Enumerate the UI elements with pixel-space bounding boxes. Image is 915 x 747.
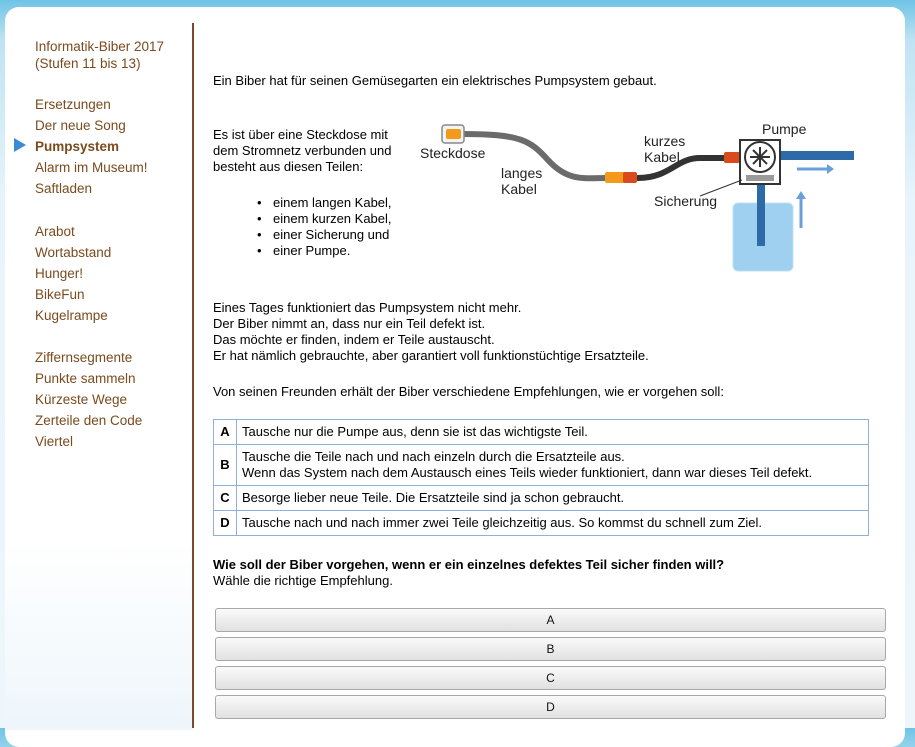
table-row [214, 420, 869, 445]
sidebar-item-ziffernsegmente[interactable]: Ziffernsegmente [35, 350, 133, 365]
description-line-2: dem Stromnetz verbunden und [213, 143, 392, 158]
sidebar-item-der-neue-song[interactable]: Der neue Song [35, 118, 126, 133]
sidebar-item-kugelrampe[interactable]: Kugelrampe [35, 308, 108, 323]
answer-button-c[interactable]: C [215, 666, 886, 690]
sidebar-item-ersetzungen[interactable]: Ersetzungen [35, 97, 111, 112]
pump-connector-icon [724, 152, 740, 163]
option-text-line: Tausche die Teile nach und nach einzeln durch die Ersatzteile aus. [242, 449, 625, 464]
short-cable-label-1: kurzes [644, 133, 686, 149]
sidebar-item-punkte-sammeln[interactable]: Punkte sammeln [35, 371, 136, 386]
parts-list-item: • einem langen Kabel, [255, 195, 392, 211]
parts-list-item: • einer Sicherung und [255, 227, 392, 243]
option-text [237, 445, 869, 486]
option-key: C [214, 486, 237, 511]
socket-icon [442, 125, 464, 143]
option-text [237, 511, 869, 536]
story-line-3: Das möchte er finden, indem er Teile austauscht. [213, 332, 495, 347]
option-key: D [214, 511, 237, 536]
long-cable-label-1: langes [501, 165, 543, 181]
fuse-connector-icon [605, 172, 637, 183]
option-text-line: Tausche nach und nach immer zwei Teile gleichzeitig aus. So kommst du schnell zum Ziel. [242, 515, 762, 530]
pump-icon [740, 140, 780, 184]
description-line-1: Es ist über eine Steckdose mit [213, 127, 388, 142]
option-key: B [214, 445, 237, 486]
sidebar-item-wortabstand[interactable]: Wortabstand [35, 245, 112, 260]
sidebar-item-saftladen[interactable]: Saftladen [35, 181, 93, 196]
answer-button-b[interactable]: B [215, 637, 886, 661]
parts-list-item: • einem kurzen Kabel, [255, 211, 392, 227]
friends-text: Von seinen Freunden erhält der Biber verschiedene Empfehlungen, wie er vorgehen soll: [213, 384, 724, 399]
description-line-3: besteht aus diesen Teilen: [213, 159, 364, 174]
flow-arrows-icon [796, 164, 834, 228]
option-text-line: Besorge lieber neue Teile. Die Ersatzteile sind ja schon gebraucht. [242, 490, 625, 505]
table-row [214, 486, 869, 511]
short-cable-label-2: Kabel [644, 149, 680, 165]
socket-label: Steckdose [420, 145, 486, 161]
instruction-text: Wähle die richtige Empfehlung. [213, 573, 393, 588]
long-cable-label-2: Kabel [501, 181, 537, 197]
fuse-label: Sicherung [654, 193, 718, 209]
sidebar-item-hunger[interactable]: Hunger! [35, 266, 84, 281]
sidebar-item-kuerzeste-wege[interactable]: Kürzeste Wege [35, 392, 128, 407]
option-text-line: Wenn das System nach dem Austausch eines Teils wieder funktioniert, dann war dieses Teil defekt. [242, 465, 813, 480]
pump-label: Pumpe [762, 121, 807, 137]
question-text: Wie soll der Biber vorgehen, wenn er ein einzelnes defektes Teil sicher finden will? [213, 557, 725, 572]
sidebar-item-bikefun[interactable]: BikeFun [35, 287, 85, 302]
sidebar-item-pumpsystem[interactable]: Pumpsystem [35, 139, 120, 154]
story-line-2: Der Biber nimmt an, dass nur ein Teil defekt ist. [213, 316, 486, 331]
question-block [213, 557, 724, 589]
recommendations-table [213, 419, 869, 536]
intro-text: Ein Biber hat für seinen Gemüsegarten ein elektrisches Pumpsystem gebaut. [213, 73, 657, 88]
story-line-4: Er hat nämlich gebrauchte, aber garantiert voll funktionstüchtige Ersatzteile. [213, 348, 649, 363]
story-text [213, 300, 649, 364]
parts-list-item: • einer Pumpe. [255, 243, 392, 259]
sidebar-item-zerteile-den-code[interactable]: Zerteile den Code [35, 413, 143, 428]
sidebar-item-alarm-im-museum[interactable]: Alarm im Museum! [35, 160, 148, 175]
sidebar-item-arabot[interactable]: Arabot [35, 224, 75, 239]
table-row [214, 511, 869, 536]
answer-button-a[interactable]: A [215, 608, 886, 632]
option-text-line: Tausche nur die Pumpe aus, denn sie ist das wichtigste Teil. [242, 424, 588, 439]
option-text [237, 486, 869, 511]
competition-title-line1[interactable]: Informatik-Biber 2017 [35, 39, 165, 54]
competition-title-line2[interactable]: (Stufen 11 bis 13) [35, 56, 141, 71]
table-row [214, 445, 869, 486]
answer-button-d[interactable]: D [215, 695, 886, 719]
option-text [237, 420, 869, 445]
story-line-1: Eines Tages funktioniert das Pumpsystem nicht mehr. [213, 300, 522, 315]
option-key: A [214, 420, 237, 445]
sidebar-item-viertel[interactable]: Viertel [35, 434, 74, 449]
